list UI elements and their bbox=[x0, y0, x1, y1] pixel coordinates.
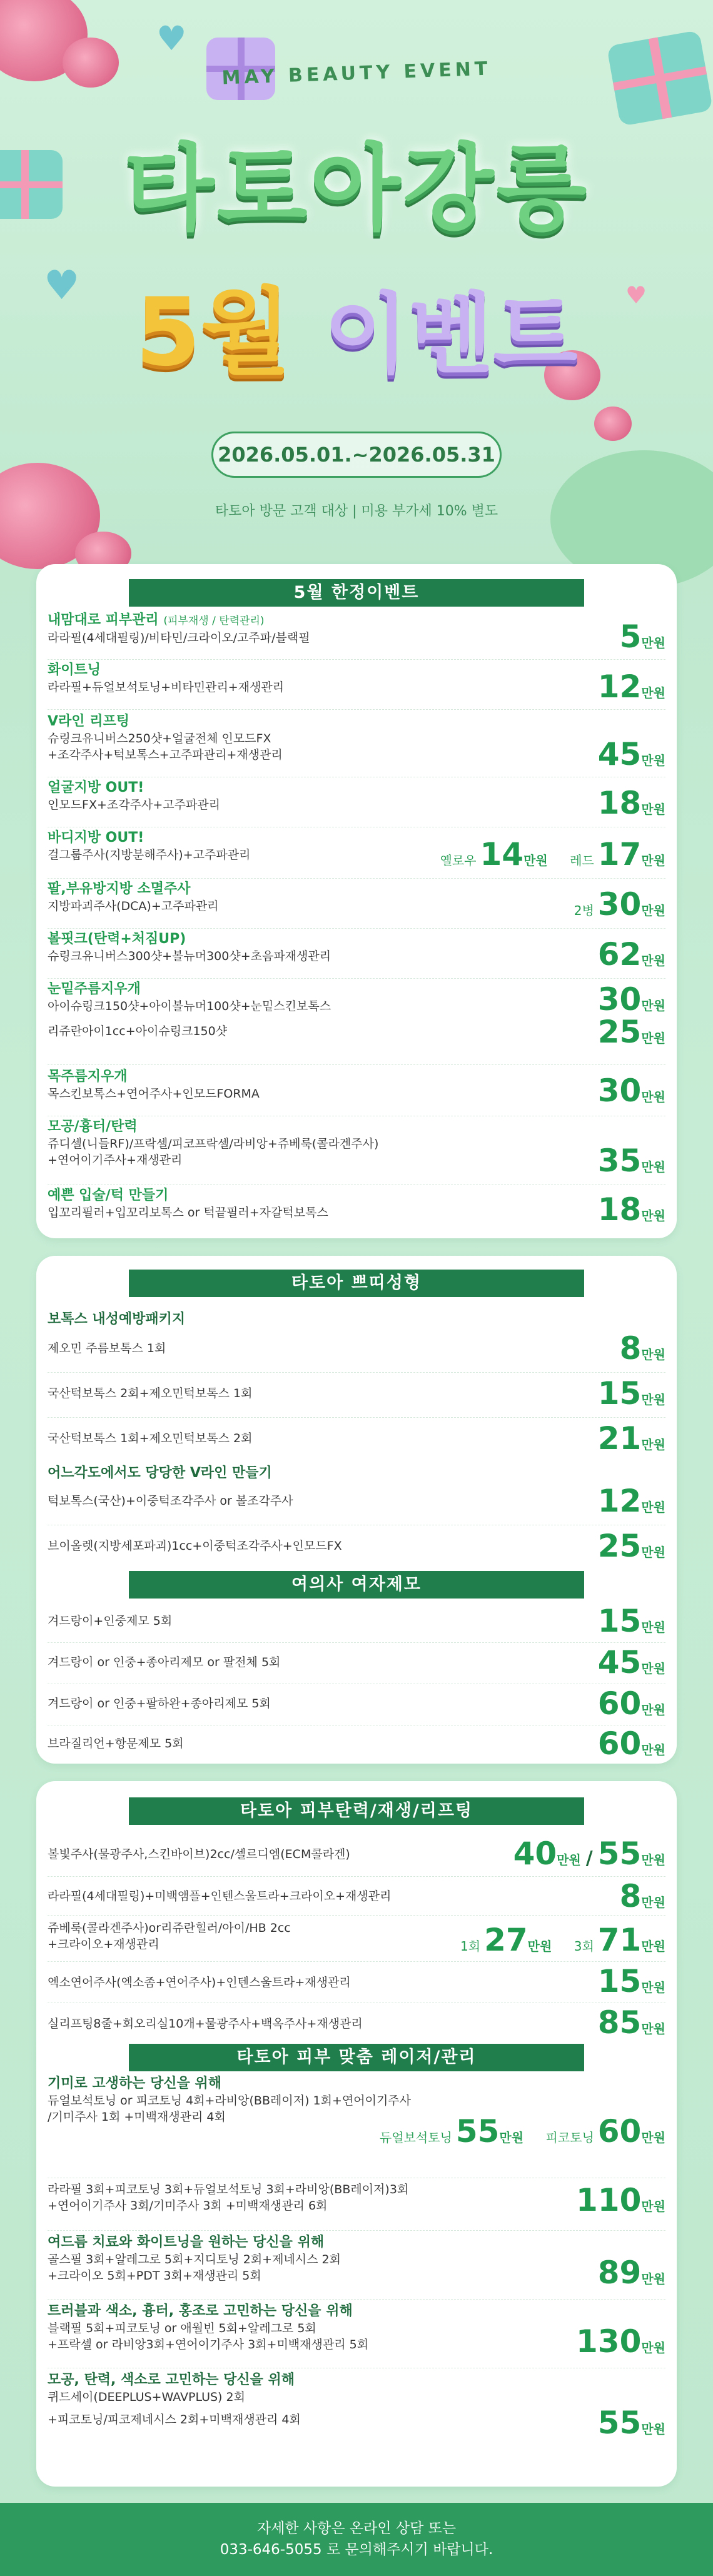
price: 25만원 bbox=[597, 1014, 665, 1050]
hero-note: 타토아 방문 고객 대상 | 미용 부가세 10% 별도 bbox=[215, 503, 498, 519]
list-item: 쥬베룩(콜라겐주사)or리쥬란힐러/아이/HB 2cc +크라이오+재생관리 1회 27만원 3회 71만원 bbox=[48, 1920, 665, 1960]
price: 55만원 bbox=[597, 2405, 665, 2441]
list-item: 국산턱보톡스 1회+제오민턱보톡스 2회 21만원 bbox=[48, 1420, 665, 1461]
section-header: 5월 한정이벤트 bbox=[129, 579, 584, 607]
price: 85만원 bbox=[597, 2004, 665, 2041]
price: 5만원 bbox=[619, 619, 665, 655]
event-title-line1: 타토아강릉 bbox=[123, 134, 590, 243]
section-header: 여의사 여자제모 bbox=[129, 1571, 584, 1599]
title-month: 5월 bbox=[135, 278, 291, 387]
list-item: 라라필(4세대필링)+미백앰플+인텐스울트라+크라이오+재생관리 8만원 bbox=[48, 1879, 665, 1914]
list-item: 얼굴지방 OUT! 인모드FX+조각주사+고주파관리 18만원 bbox=[48, 779, 665, 828]
group-title: 보톡스 내성예방패키지 bbox=[48, 1311, 186, 1327]
list-item: 국산턱보톡스 2회+제오민턱보톡스 1회 15만원 bbox=[48, 1375, 665, 1416]
list-item: 브이올렛(지방세포파괴)1cc+이중턱조각주사+인모드FX 25만원 bbox=[48, 1527, 665, 1568]
list-item: 내맘대로 피부관리 (피부재생 / 탄력관리) 라라필(4세대필링)/비타민/크라이오/고주파/블랙필 5만원 bbox=[48, 612, 665, 662]
list-item: 겨드랑이 or 인중+팔하완+종아리제모 5회 60만원 bbox=[48, 1686, 665, 1724]
footer-phone[interactable]: 033-646-5055 로 문의해주시기 바랍니다. bbox=[220, 2542, 493, 2558]
list-item: 목주름지우개 목스킨보톡스+연어주사+인모드FORMA 30만원 bbox=[48, 1068, 665, 1117]
hero-banner bbox=[0, 0, 713, 600]
price: 40만원 / 55만원 bbox=[513, 1836, 665, 1872]
list-item: 예쁜 입술/턱 만들기 입꼬리필러+입꼬리보톡스 or 턱끝필러+자갈턱보톡스 18만원 bbox=[48, 1187, 665, 1236]
price: 12만원 bbox=[597, 669, 665, 705]
list-item: 눈밑주름지우개 아이슈링크150샷+아이볼뉴머100샷+눈밑스킨보톡스 리쥬란아이1cc+아이슈링크150샷 30만원 25만원 bbox=[48, 981, 665, 1062]
list-item: 트러블과 색소, 흉터, 홍조로 고민하는 당신을 위해 블랙필 5회+피코토닝 or 애월빈 5회+알레그로 5회 +프락셀 or 라비앙3회+연어이기주사 3회+미백재생관리 5회 130만원 bbox=[48, 2303, 665, 2365]
heart-icon: ♥ bbox=[44, 263, 80, 309]
price: 30만원 bbox=[597, 981, 665, 1018]
price: 8만원 bbox=[619, 1330, 665, 1366]
list-item: 제오민 주름보톡스 1회 8만원 bbox=[48, 1330, 665, 1371]
list-item: 볼빛주사(물광주사,스킨바이브)2cc/셀르디엠(ECM콜라겐) 40만원 / 55만원 bbox=[48, 1834, 665, 1875]
event-subtitle: MAY BEAUTY EVENT bbox=[221, 58, 492, 89]
heart-icon: ♥ bbox=[625, 281, 647, 309]
list-item: 여드름 치료와 화이트닝을 원하는 당신을 위해 골스필 3회+알레그로 5회+지디토닝 2회+제네시스 2회 +크라이오 5회+PDT 3회+재생관리 5회 89만원 bbox=[48, 2234, 665, 2296]
price: 130만원 bbox=[575, 2323, 665, 2360]
section-may-limited bbox=[36, 564, 677, 1238]
price: 15만원 bbox=[597, 1963, 665, 1999]
event-title-line2 bbox=[0, 256, 713, 391]
section-petit bbox=[36, 1256, 677, 1764]
flower-decoration bbox=[594, 407, 632, 441]
price: 18만원 bbox=[597, 785, 665, 821]
price: 110만원 bbox=[575, 2182, 665, 2218]
price: 15만원 bbox=[597, 1603, 665, 1639]
price: 듀얼보석토닝 55만원 피코토닝 60만원 bbox=[379, 2113, 665, 2149]
title-event: 이벤트 bbox=[323, 284, 578, 386]
footer-line1: 자세한 사항은 온라인 상담 또는 bbox=[256, 2520, 457, 2537]
price: 89만원 bbox=[597, 2255, 665, 2291]
gift-box-icon bbox=[607, 30, 713, 126]
list-item: 팔,부유방지방 소멸주사 지방파괴주사(DCA)+고주파관리 2병 30만원 bbox=[48, 881, 665, 929]
price: 15만원 bbox=[597, 1375, 665, 1412]
list-item: 라라필 3회+피코토닝 3회+듀얼보석토닝 3회+라비앙(BB레이저)3회 +연어이기주사 3회/기미주사 3회 +미백재생관리 6회 110만원 bbox=[48, 2181, 665, 2228]
list-item: V라인 리프팅 슈링크유니버스250샷+얼굴전체 인모드FX +조각주사+턱보톡스+고주파관리+재생관리 45만원 bbox=[48, 713, 665, 779]
price: 60만원 bbox=[597, 1725, 665, 1762]
contact-footer bbox=[0, 2503, 713, 2576]
list-item: 화이트닝 라라필+듀얼보석토닝+비타민관리+재생관리 12만원 bbox=[48, 662, 665, 712]
section-header: 타토아 쁘띠성형 bbox=[129, 1270, 584, 1297]
section-header: 타토아 피부 맞춤 레이저/관리 bbox=[129, 2044, 584, 2071]
price: 1회 27만원 3회 71만원 bbox=[460, 1922, 665, 1958]
price: 45만원 bbox=[597, 736, 665, 772]
section-header: 타토아 피부탄력/재생/리프팅 bbox=[129, 1797, 584, 1825]
price: 12만원 bbox=[597, 1483, 665, 1519]
list-item: 볼핏크(탄력+처짐UP) 슈링크유니버스300샷+볼뉴머300샷+초음파재생관리 62만원 bbox=[48, 931, 665, 979]
list-item: 모공, 탄력, 색소로 고민하는 당신을 위해 퀴드세이(DEEPLUS+WAVPLUS) 2회 +피코토닝/피코제네시스 2회+미백재생관리 4회 55만원 bbox=[48, 2371, 665, 2447]
list-item: 겨드랑이 or 인중+종아리제모 or 팔전체 5회 45만원 bbox=[48, 1645, 665, 1682]
price: 45만원 bbox=[597, 1644, 665, 1680]
list-item: 턱보톡스(국산)+이중턱조각주사 or 볼조각주사 12만원 bbox=[48, 1482, 665, 1523]
list-item: 브라질리언+항문제모 5회 60만원 bbox=[48, 1726, 665, 1761]
list-item: 겨드랑이+인중제모 5회 15만원 bbox=[48, 1604, 665, 1641]
price: 60만원 bbox=[597, 1685, 665, 1722]
list-item: 엑소연어주사(엑소좀+연어주사)+인텐스울트라+재생관리 15만원 bbox=[48, 1964, 665, 2001]
price: 18만원 bbox=[597, 1191, 665, 1228]
heart-icon: ♥ bbox=[156, 19, 187, 58]
price: 30만원 bbox=[597, 1073, 665, 1109]
price: 2병 30만원 bbox=[574, 886, 665, 922]
price: 옐로우 14만원 레드 17만원 bbox=[440, 836, 665, 872]
price: 62만원 bbox=[597, 936, 665, 972]
price: 35만원 bbox=[597, 1143, 665, 1179]
price: 25만원 bbox=[597, 1528, 665, 1564]
list-item: 실리프팅8줄+회오리실10개+물광주사+백옥주사+재생관리 85만원 bbox=[48, 2005, 665, 2043]
list-item: 기미로 고생하는 당신을 위해 듀얼보석토닝 or 피코토닝 4회+라비앙(BB레이저) 1회+연어이기주사 /기미주사 1회 +미백재생관리 4회 듀얼보석토닝 55만원 피코토닝 60만원 bbox=[48, 2075, 665, 2169]
list-item: 바디지방 OUT! 걸그룹주사(지방분해주사)+고주파관리 옐로우 14만원 레드 17만원 bbox=[48, 829, 665, 879]
group-title: 어느각도에서도 당당한 V라인 만들기 bbox=[48, 1465, 272, 1481]
price: 21만원 bbox=[597, 1420, 665, 1457]
price: 8만원 bbox=[619, 1878, 665, 1914]
section-skin bbox=[36, 1781, 677, 2487]
date-range: 2026.05.01.~2026.05.31 bbox=[211, 432, 502, 478]
list-item: 모공/흉터/탄력 쥬디셀(니들RF)/프락셀/피코프락셀/라비앙+쥬베룩(콜라겐주사) +연어이기주사+재생관리 35만원 bbox=[48, 1118, 665, 1184]
